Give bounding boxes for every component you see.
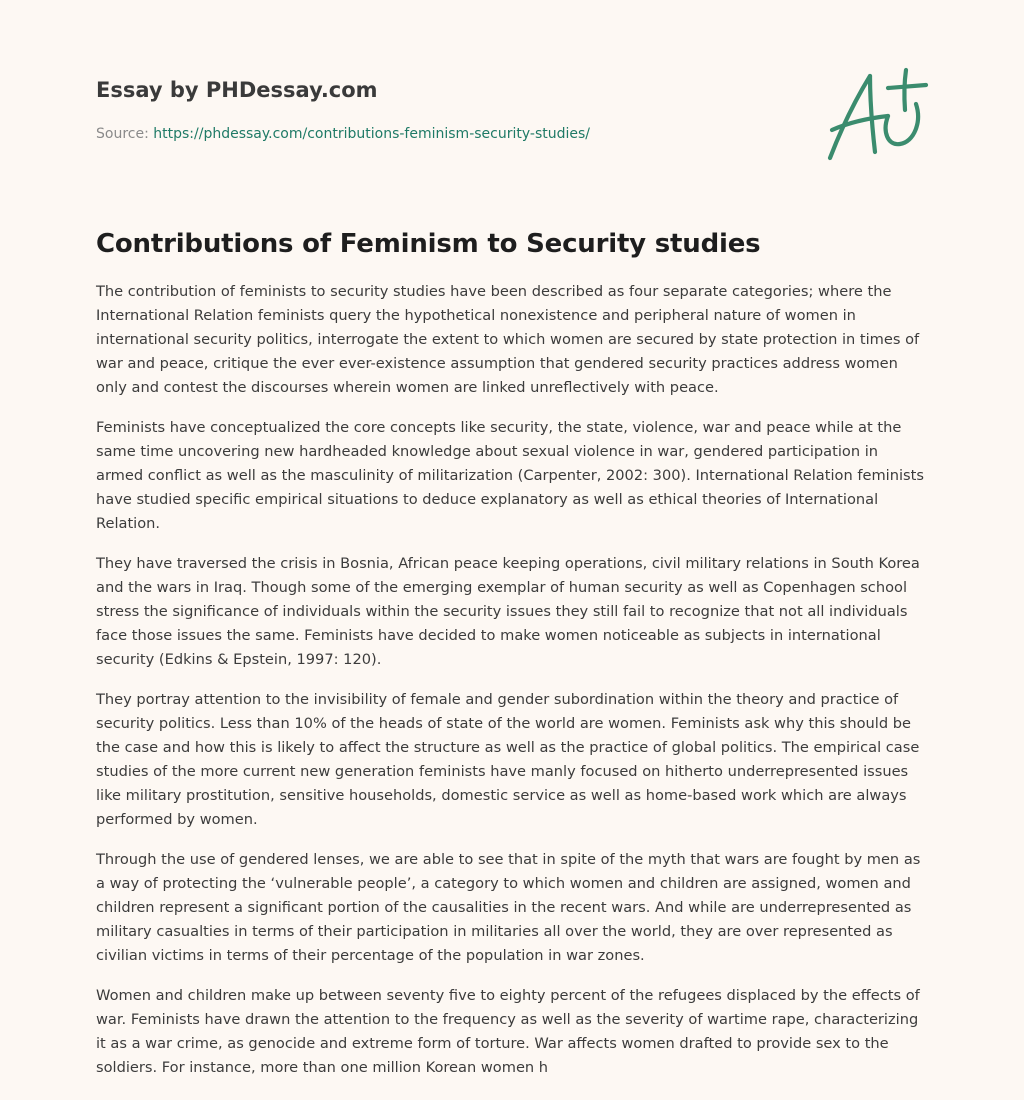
site-brand: Essay by PHDessay.com [96, 78, 378, 102]
essay-content [96, 224, 926, 1096]
source-link[interactable]: https://phdessay.com/contributions-feminism-security-studies/ [153, 126, 590, 142]
source-label: Source: [96, 126, 154, 142]
essay-paragraph: Feminists have conceptualized the core concepts like security, the state, violence, war and peace while at the same time uncovering new hardheaded knowledge about sexual violence in war, gendered participation in armed conflict as well as the masculinity of militarization (Carpenter, 2002: 300). International Relation feminists have studied specific empirical situations to deduce explanatory as well as ethical theories of International Relation. [96, 419, 924, 532]
essay-paragraph: Women and children make up between seventy five to eighty percent of the refugees displaced by the effects of war. Feminists have drawn the attention to the frequency as well as the severity of wartime rape, characterizing it as a war crime, as genocide and extreme form of torture. War affects women drafted to provide sex to the soldiers. For instance, more than one million Korean women h [96, 987, 920, 1076]
essay-paragraph: They portray attention to the invisibility of female and gender subordination within the theory and practice of security politics. Less than 10% of the heads of state of the world are women. Feminists ask why this should be the case and how this is likely to affect the structure as well as the practice of global politics. The empirical case studies of the more current new generation feminists have manly focused on hitherto underrepresented issues like military prostitution, sensitive households, domestic service as well as home-based work which are always performed by women. [96, 691, 920, 828]
a-plus-logo-svg [822, 66, 932, 166]
a-plus-grade-icon [822, 66, 932, 166]
source-line [96, 124, 796, 144]
essay-paragraph: The contribution of feminists to security studies have been described as four separate categories; where the International Relation feminists query the hypothetical nonexistence and peripheral nature of women in international security politics, interrogate the extent to which women are secured by state protection in times of war and peace, critique the ever ever-existence assumption that gendered security practices address women only and contest the discourses wherein women are linked unreflectively with peace. [96, 283, 920, 396]
essay-title: Contributions of Feminism to Security studies [96, 229, 761, 259]
page-header [96, 76, 796, 144]
essay-paragraph: They have traversed the crisis in Bosnia, African peace keeping operations, civil military relations in South Korea and the wars in Iraq. Though some of the emerging exemplar of human security as well as Copenhagen school stress the significance of individuals within the security issues they still fail to recognize that not all individuals face those issues the same. Feminists have decided to make women noticeable as subjects in international security (Edkins & Epstein, 1997: 120). [96, 555, 920, 668]
essay-paragraph: Through the use of gendered lenses, we are able to see that in spite of the myth that wars are fought by men as a way of protecting the ‘vulnerable people’, a category to which women and children are assigned, women and children represent a significant portion of the causalities in the recent wars. And while are underrepresented as military casualties in terms of their participation in militaries all over the world, they are over represented as civilian victims in terms of their percentage of the population in war zones. [96, 851, 921, 964]
